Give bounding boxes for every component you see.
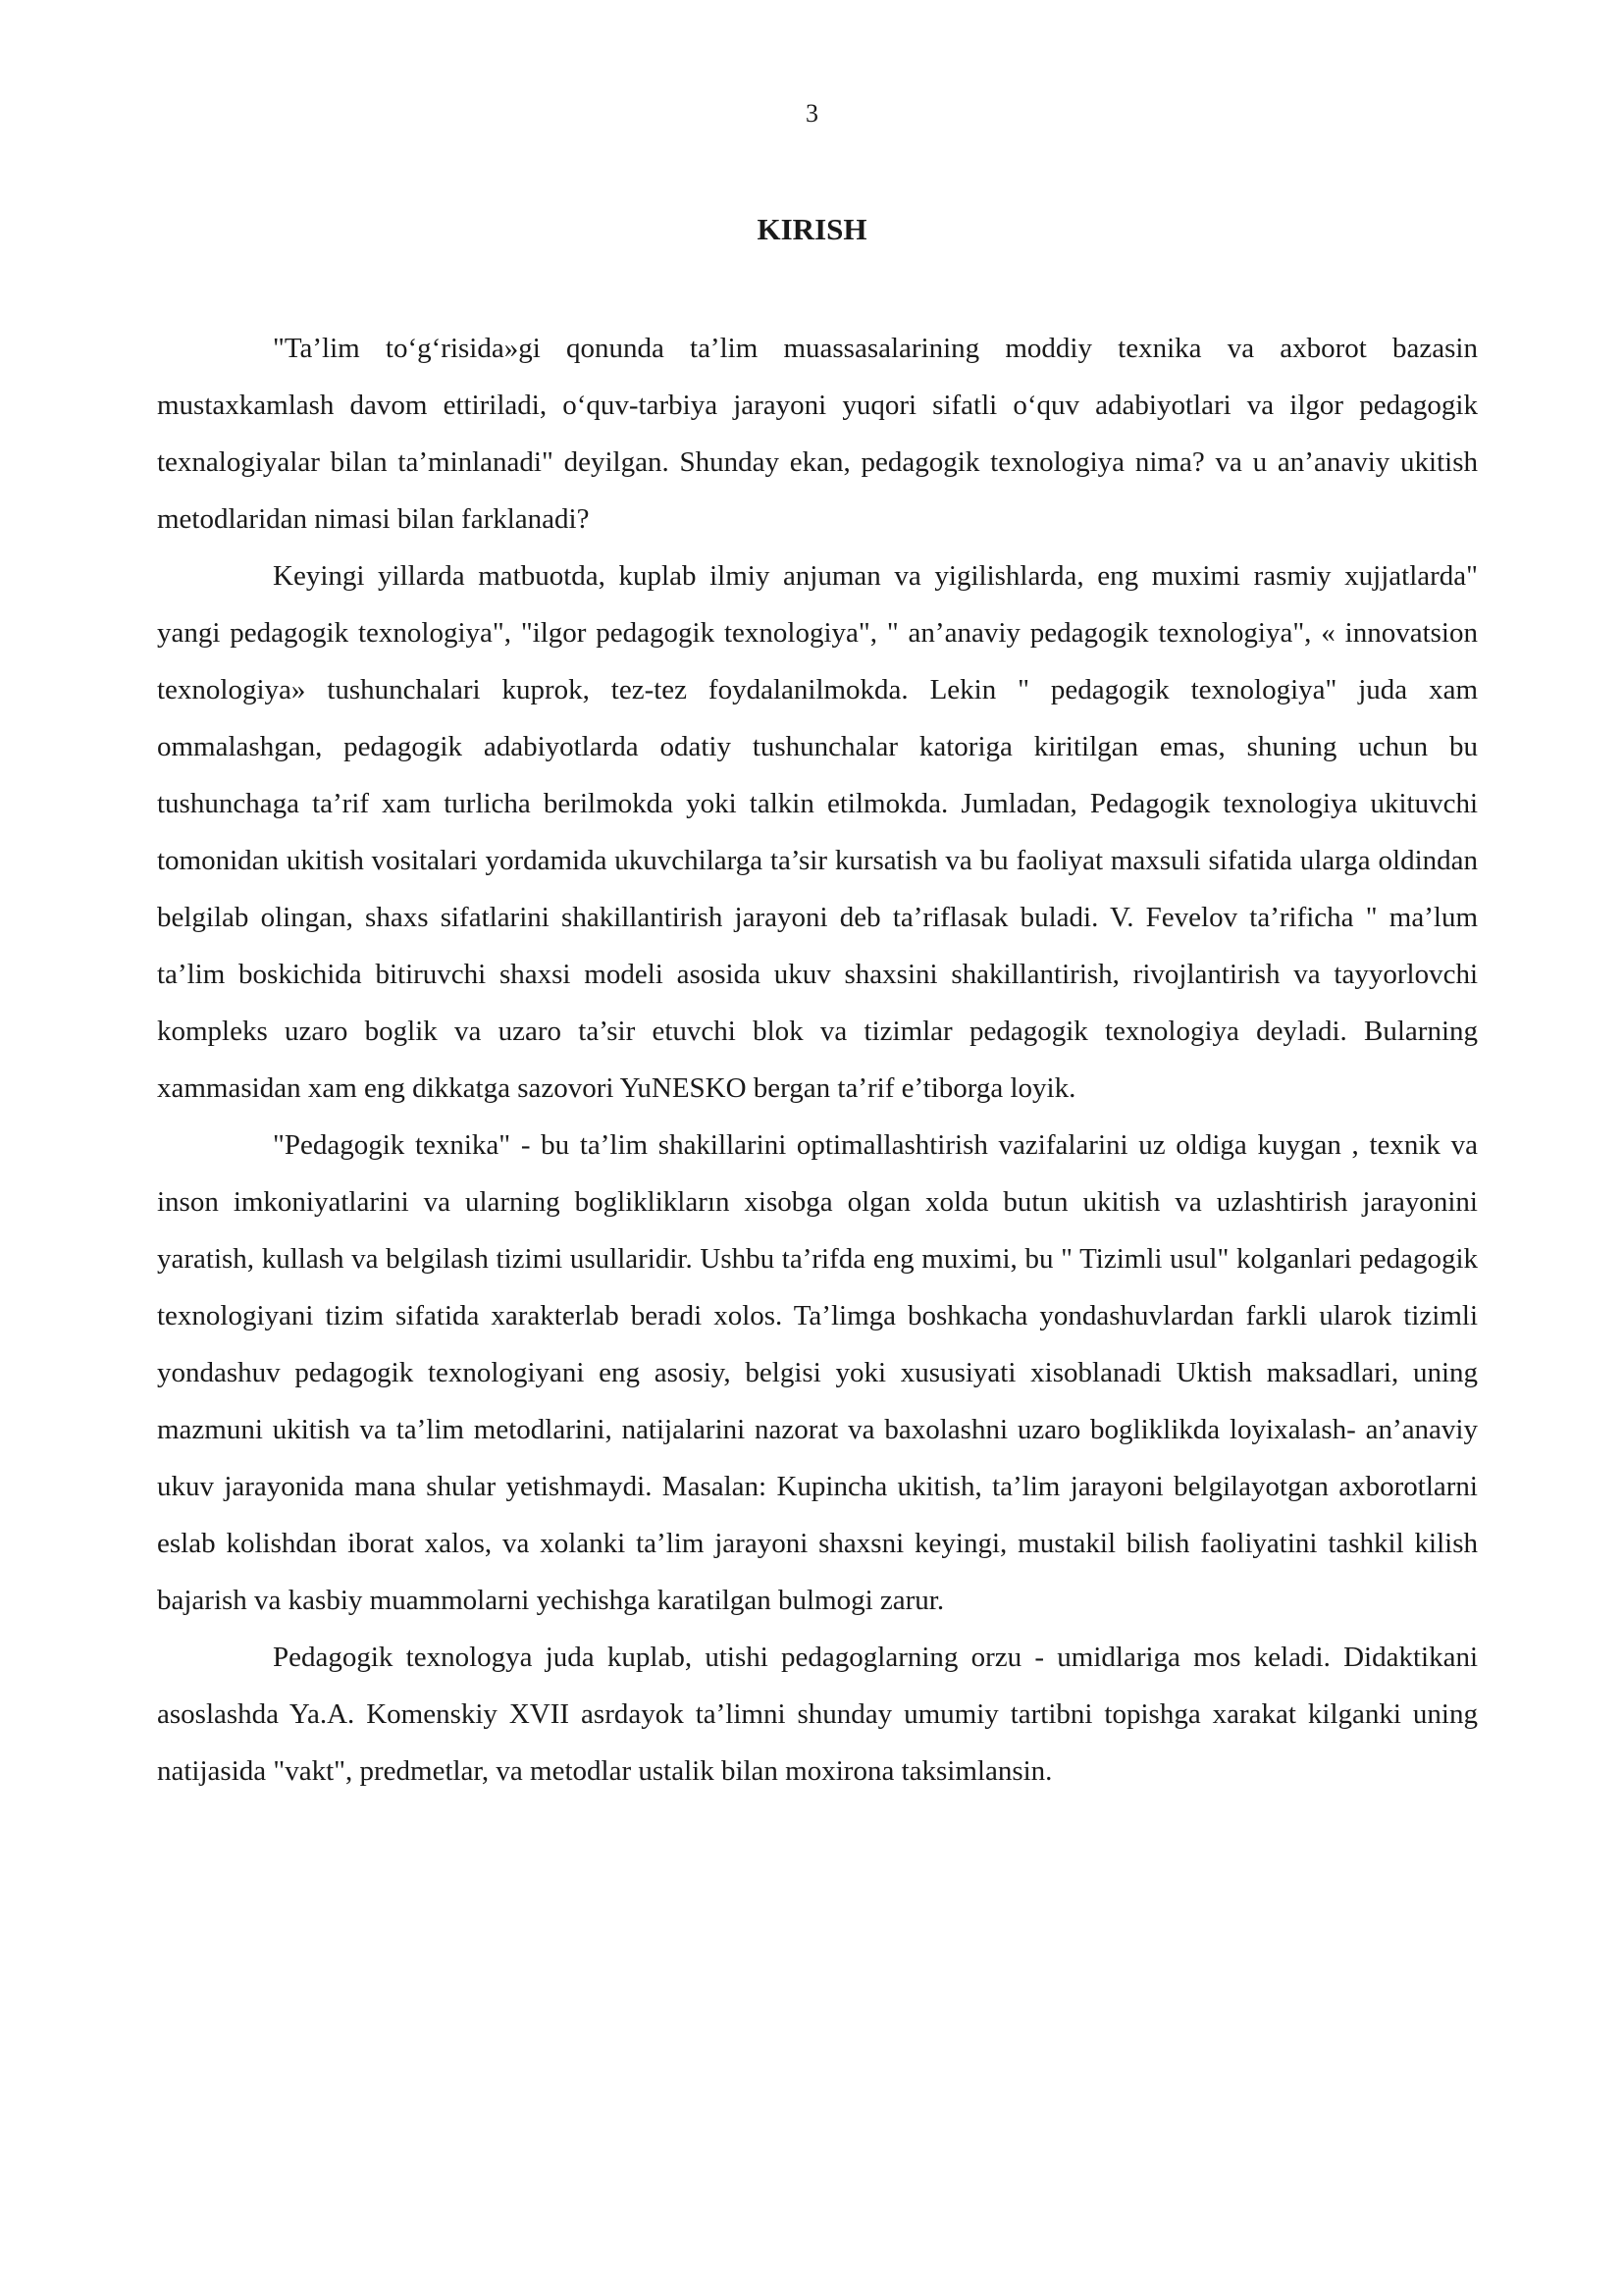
page-number: 3 <box>806 99 818 128</box>
paragraph: "Pedagogik texnika" - bu ta’lim shakillarini optimallashtirish vazifalarini uz oldiga kuygan , texnik va inson imkoniyatlarini va ularning bogliklikların xisobga olgan xolda butun ukitish va uzlashtirish jarayonini yaratish, kullash va belgilash tizimi usullaridir. Ushbu ta’rifda eng muximi, bu " Tizimli usul" kolganlari pedagogik texnologiyani tizim sifatida xarakterlab beradi xolos. Ta’limga boshkacha yondashuvlardan farkli ularok tizimli yondashuv pedagogik texnologiyani eng asosiy, belgisi yoki xususiyati xisoblanadi Uktish maksadlari, uning mazmuni ukitish va ta’lim metodlarini, natijalarini nazorat va baxolashni uzaro bogliklikda loyixalash- an’anaviy ukuv jarayonida mana shular yetishmaydi. Masalan: Kupincha ukitish, ta’lim jarayoni belgilayotgan axborotlarni eslab kolishdan iborat xalos, va xolanki ta’lim jarayoni shaxsni keyingi, mustakil bilish faoliyatini tashkil kilish bajarish va kasbiy muammolarni yechishga karatilgan bulmogi zarur. <box>157 1129 1478 1616</box>
paragraph: Keyingi yillarda matbuotda, kuplab ilmiy anjuman va yigilishlarda, eng muximi rasmiy xujjatlarda" yangi pedagogik texnologiya", "ilgor pedagogik texnologiya", " an’anaviy pedagogik texnologiya", « innovatsion texnologiya» tushunchalari kuprok, tez-tez foydalanilmokda. Lekin " pedagogik texnologiya" juda xam ommalashgan, pedagogik adabiyotlarda odatiy tushunchalar katoriga kiritilgan emas, shuning uchun bu tushunchaga ta’rif xam turlicha berilmokda yoki talkin etilmokda. Jumladan, Pedagogik texnologiya ukituvchi tomonidan ukitish vositalari yordamida ukuvchilarga ta’sir kursatish va bu faoliyat maxsuli sifatida ularga oldindan belgilab olingan, shaxs sifatlarini shakillantirish jarayoni deb ta’riflasak buladi. V. Fevelov ta’rificha " ma’lum ta’lim boskichida bitiruvchi shaxsi modeli asosida ukuv shaxsini shakillantirish, rivojlantirish va tayyorlovchi kompleks uzaro boglik va uzaro ta’sir etuvchi blok va tizimlar pedagogik texnologiya deyladi. Bularning xammasidan xam eng dikkatga sazovori YuNESKO bergan ta’rif e’tiborga loyik. <box>157 560 1478 1104</box>
paragraph: Pedagogik texnologya juda kuplab, utishi pedagoglarning orzu - umidlariga mos keladi. Didaktikani asoslashda Ya.A. Komenskiy XVII asrdayok ta’limni shunday umumiy tartibni topishga xarakat kilganki uning natijasida "vakt", predmetlar, va metodlar ustalik bilan moxirona taksimlansin. <box>157 1642 1478 1787</box>
body-text <box>157 320 1478 1800</box>
section-heading: KIRISH <box>757 212 867 246</box>
paragraph: "Ta’lim to‘g‘risida»gi qonunda ta’lim muassasalarining moddiy texnika va axborot bazasin mustaxkamlash davom ettiriladi, o‘quv-tarbiya jarayoni yuqori sifatli o‘quv adabiyotlari va ilgor pedagogik texnalogiyalar bilan ta’minlanadi" deyilgan. Shunday ekan, pedagogik texnologiya nima? va u an’anaviy ukitish metodlaridan nimasi bilan farklanadi? <box>157 333 1478 535</box>
